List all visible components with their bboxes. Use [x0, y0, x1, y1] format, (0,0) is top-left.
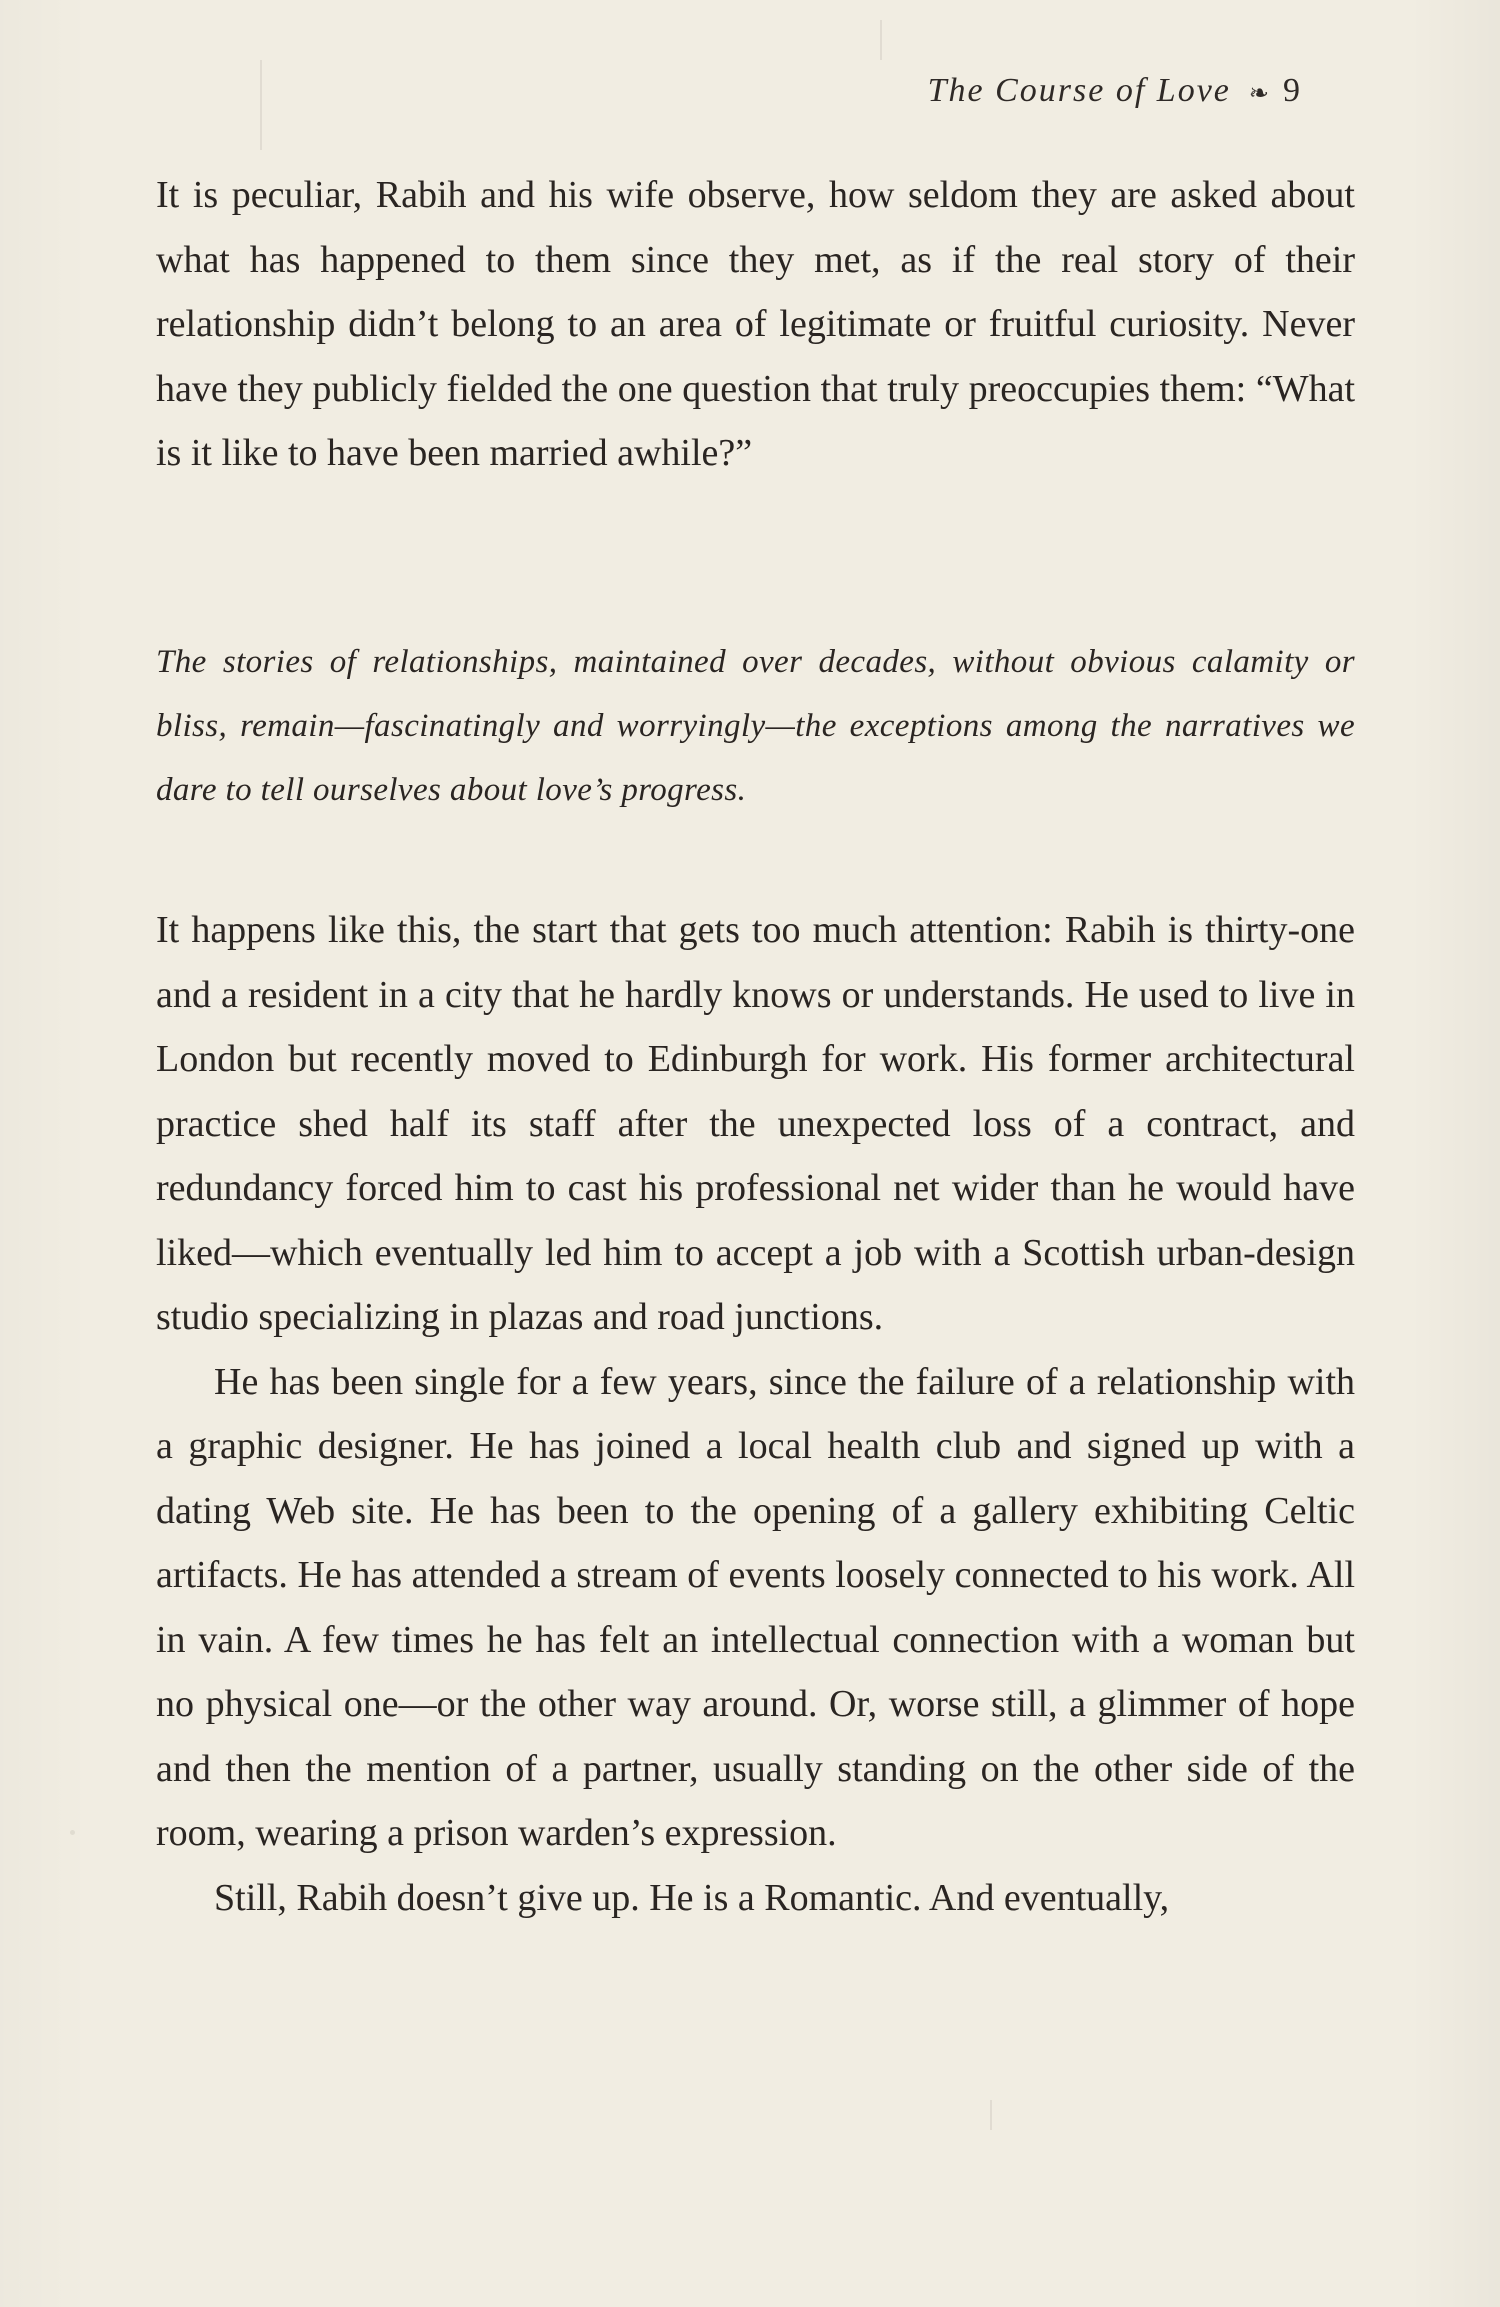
- italic-epigraph: The stories of relationships, maintained over decades, without obvious calamity or bliss, remain—fascinatingly and worryingly—the exceptions among the narratives we dare to tell ourselves about love’s progress.: [156, 644, 1355, 808]
- epigraph-block: [156, 630, 1355, 822]
- paper-blemish: [70, 1830, 75, 1835]
- paragraph: It happens like this, the start that gets too much attention: Rabih is thirty-one and a resident in a city that he hardly knows or understands. He used to live in London but recently moved to Edinburgh for work. His former architectural practice shed half its staff after the unexpected loss of a contract, and redundancy forced him to cast his professional net wider than he would have liked—which eventually led him to accept a job with a Scottish urban-design studio specializing in plazas and road junctions.: [156, 909, 1355, 1338]
- paragraph: He has been single for a few years, since the failure of a relationship with a graphic designer. He has joined a local health club and signed up with a dating Web site. He has been to the opening of a gallery exhibiting Celtic artifacts. He has attended a stream of events loosely connected to his work. All in vain. A few times he has felt an intellectual connection with a woman but no physical one—or the other way around. Or, worse still, a glimmer of hope and then the mention of a partner, usually standing on the other side of the room, wearing a prison warden’s expression.: [156, 1360, 1355, 1854]
- paragraph: Still, Rabih doesn’t give up. He is a Romantic. And eventually,: [214, 1876, 1170, 1919]
- opening-paragraph-block: [156, 163, 1355, 486]
- main-text-block: [156, 898, 1355, 1930]
- book-title: The Course of Love: [927, 72, 1231, 109]
- running-head: [0, 72, 1300, 110]
- paper-blemish: [880, 20, 882, 60]
- page-number: 9: [1283, 72, 1300, 109]
- paper-blemish: [990, 2100, 992, 2130]
- paragraph: It is peculiar, Rabih and his wife observe, how seldom they are asked about what has happened to them since they met, as if the real story of their relationship didn’t belong to an area of legitimate or fruitful curiosity. Never have they publicly fielded the one question that truly preoccupies them: “What is it like to have been married awhile?”: [156, 174, 1355, 474]
- leaf-ornament-icon: ❧: [1248, 81, 1269, 107]
